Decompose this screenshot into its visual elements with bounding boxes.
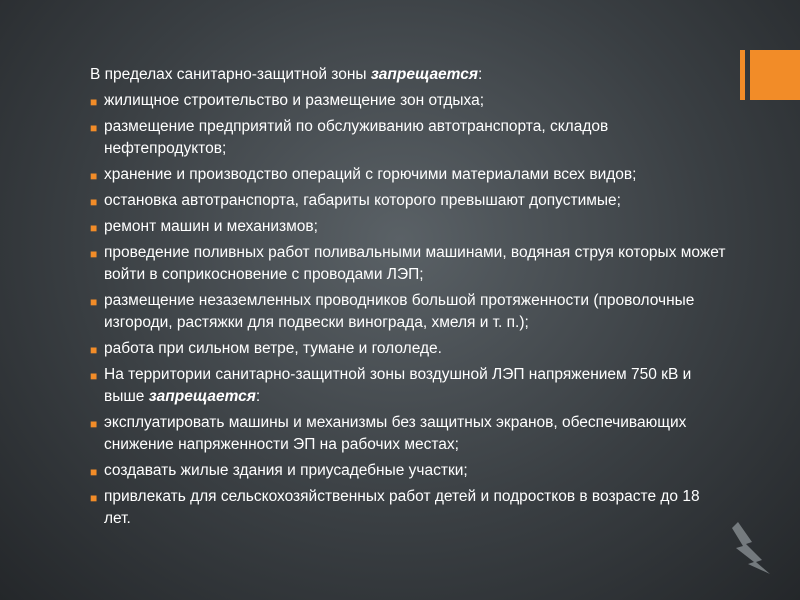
list-item [90, 116, 730, 160]
bullet-icon: ■ [90, 343, 98, 357]
list-item-text: жилищное строительство и размещение зон отдыха; [104, 92, 485, 109]
list-item [90, 164, 730, 186]
list-item [90, 90, 730, 112]
list-item-tail: : [255, 388, 261, 405]
list-item-text: проведение поливных работ поливальными машинами, водяная струя которых может войти в соприкосновение с проводами ЛЭП; [104, 244, 726, 283]
list-item-text: размещение незаземленных проводников большой протяженности (проволочные изгороди, растяжки для подвески винограда, хмеля и т. п.); [104, 292, 695, 331]
list-item-text: эксплуатировать машины и механизмы без защитных экранов, обеспечивающих снижение напряженности ЭП на рабочих местах; [104, 414, 687, 453]
list-item [90, 412, 730, 456]
list-item [90, 486, 730, 530]
bullet-icon: ■ [90, 465, 98, 479]
list-item-text: ремонт машин и механизмов; [104, 218, 318, 235]
bullet-icon: ■ [90, 121, 98, 135]
bullet-icon: ■ [90, 295, 98, 309]
bullet-icon: ■ [90, 169, 98, 183]
slide-content [90, 64, 730, 534]
list-item-text: создавать жилые здания и приусадебные участки; [104, 462, 468, 479]
list-item-text: работа при сильном ветре, тумане и гололеде. [104, 340, 442, 357]
list-item [90, 216, 730, 238]
intro-emphasis: запрещается [370, 66, 479, 83]
accent-bar-thin [740, 50, 745, 100]
list-item-text: хранение и производство операций с горючими материалами всех видов; [104, 166, 637, 183]
bullet-icon: ■ [90, 247, 98, 261]
list-item [90, 190, 730, 212]
bullet-icon: ■ [90, 221, 98, 235]
list-item [90, 364, 730, 408]
list-item [90, 460, 730, 482]
list-item [90, 338, 730, 360]
intro-text: В пределах санитарно-защитной зоны [90, 66, 371, 83]
intro-tail: : [478, 66, 483, 83]
bullet-icon: ■ [90, 95, 98, 109]
intro-line [90, 64, 730, 86]
bullet-icon: ■ [90, 417, 98, 431]
lightning-bolt-icon [732, 520, 772, 576]
list-item-text: На территории санитарно-защитной зоны воздушной ЛЭП напряжением 750 кВ и выше [104, 366, 692, 405]
bullet-icon: ■ [90, 491, 98, 505]
prohibition-list [90, 90, 730, 530]
list-item [90, 290, 730, 334]
list-item-text: привлекать для сельскохозяйственных работ детей и подростков в возрасте до 18 лет. [104, 488, 700, 527]
list-item-text: остановка автотранспорта, габариты которого превышают допустимые; [104, 192, 621, 209]
bullet-icon: ■ [90, 369, 98, 383]
list-item [90, 242, 730, 286]
bullet-icon: ■ [90, 195, 98, 209]
accent-block [750, 50, 800, 100]
list-item-emphasis: запрещается [148, 388, 256, 405]
list-item-text: размещение предприятий по обслуживанию автотранспорта, складов нефтепродуктов; [104, 118, 609, 157]
